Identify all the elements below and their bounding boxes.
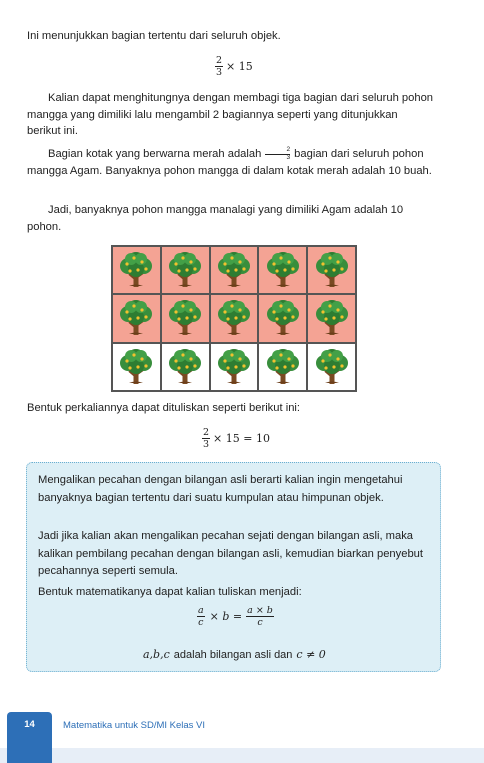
mango-tree-icon	[118, 298, 154, 338]
mango-tree-icon	[314, 347, 350, 387]
mango-tree-icon	[265, 347, 301, 387]
paragraph-conclusion: Jadi, banyaknya pohon mangga manalagi yang dimiliki Agam adalah 10 pohon.	[27, 204, 404, 233]
mango-tree-icon	[118, 347, 154, 387]
red-grid-cell	[307, 246, 356, 294]
mango-tree-icon	[265, 250, 301, 290]
red-grid-cell	[258, 246, 307, 294]
white-grid-cell	[210, 343, 259, 391]
fraction-ab-over-c: $\frac{a \times b}{c}$	[247, 605, 273, 628]
white-grid-cell	[258, 343, 307, 391]
mango-tree-icon	[265, 298, 301, 338]
red-grid-cell	[210, 294, 259, 342]
info-paragraph-3: Bentuk matematikanya dapat kalian tuliskan menjadi:	[38, 586, 302, 598]
fraction-expression	[215, 55, 253, 78]
red-grid-cell	[307, 294, 356, 342]
page-number: 14	[7, 712, 52, 763]
red-grid-cell	[258, 294, 307, 342]
red-grid-cell	[112, 246, 161, 294]
mango-tree-icon	[216, 298, 252, 338]
fraction: $\frac{2}{3}$	[203, 427, 210, 450]
mango-tree-icon	[167, 347, 203, 387]
paragraph-red-box: Bagian kotak yang berwarna merah adalah $\frac{2}{3}$ bagian dari seluruh pohon mangga Agam. Banyaknya pohon mangga di dalam kotak merah adalah 10 buah.	[27, 146, 432, 177]
fraction: $\frac{2}{3}$	[216, 55, 223, 78]
general-formula: $\frac{a}{c}$ × b = $\frac{a \times b}{c}$	[198, 605, 273, 628]
mango-tree-icon	[216, 250, 252, 290]
red-grid-cell	[112, 294, 161, 342]
red-grid-cell	[210, 246, 259, 294]
white-grid-cell	[307, 343, 356, 391]
footer-band	[0, 748, 484, 763]
paragraph-explanation: Kalian dapat menghitungnya dengan membagi tiga bagian dari seluruh pohon mangga yang dimiliki lalu mengambil 2 bagiannya seperti yang ditunjukkan berikut ini.	[27, 92, 434, 137]
expression-rest: × 15	[226, 60, 253, 73]
book-title: Matematika untuk SD/MI Kelas VI	[63, 720, 206, 731]
mango-tree-icon	[314, 250, 350, 290]
intro-text: Ini menunjukkan bagian tertentu dari seluruh objek.	[27, 30, 281, 42]
mango-tree-grid	[111, 245, 357, 392]
inline-fraction: $\frac{2}{3}$	[265, 147, 290, 161]
mango-tree-icon	[167, 250, 203, 290]
info-paragraph-2: Jadi jika kalian akan mengalikan pecahan sejati dengan bilangan asli, maka kalikan pembilang pecahan dengan bilangan asli, kemudian biarkan penyebut pecahannya seperti semula.	[38, 530, 424, 577]
mango-tree-icon	[167, 298, 203, 338]
mango-tree-icon	[314, 298, 350, 338]
multiplication-expression	[202, 427, 270, 450]
expression-rest: × 15 = 10	[213, 432, 270, 445]
white-grid-cell	[112, 343, 161, 391]
info-box	[26, 462, 441, 672]
mango-tree-icon	[118, 250, 154, 290]
condition-line: a,b,c adalah bilangan asli dan c ≠ 0	[143, 648, 326, 661]
red-grid-cell	[161, 246, 210, 294]
mango-tree-icon	[216, 347, 252, 387]
fraction-a-over-c: $\frac{a}{c}$	[198, 605, 204, 628]
red-grid-cell	[161, 294, 210, 342]
info-paragraph-1: Mengalikan pecahan dengan bilangan asli berarti kalian ingin mengetahui banyaknya bagian tertentu dari suatu kumpulan atau himpunan objek.	[38, 474, 403, 504]
multiplication-intro: Bentuk perkaliannya dapat dituliskan seperti berikut ini:	[27, 402, 301, 414]
white-grid-cell	[161, 343, 210, 391]
